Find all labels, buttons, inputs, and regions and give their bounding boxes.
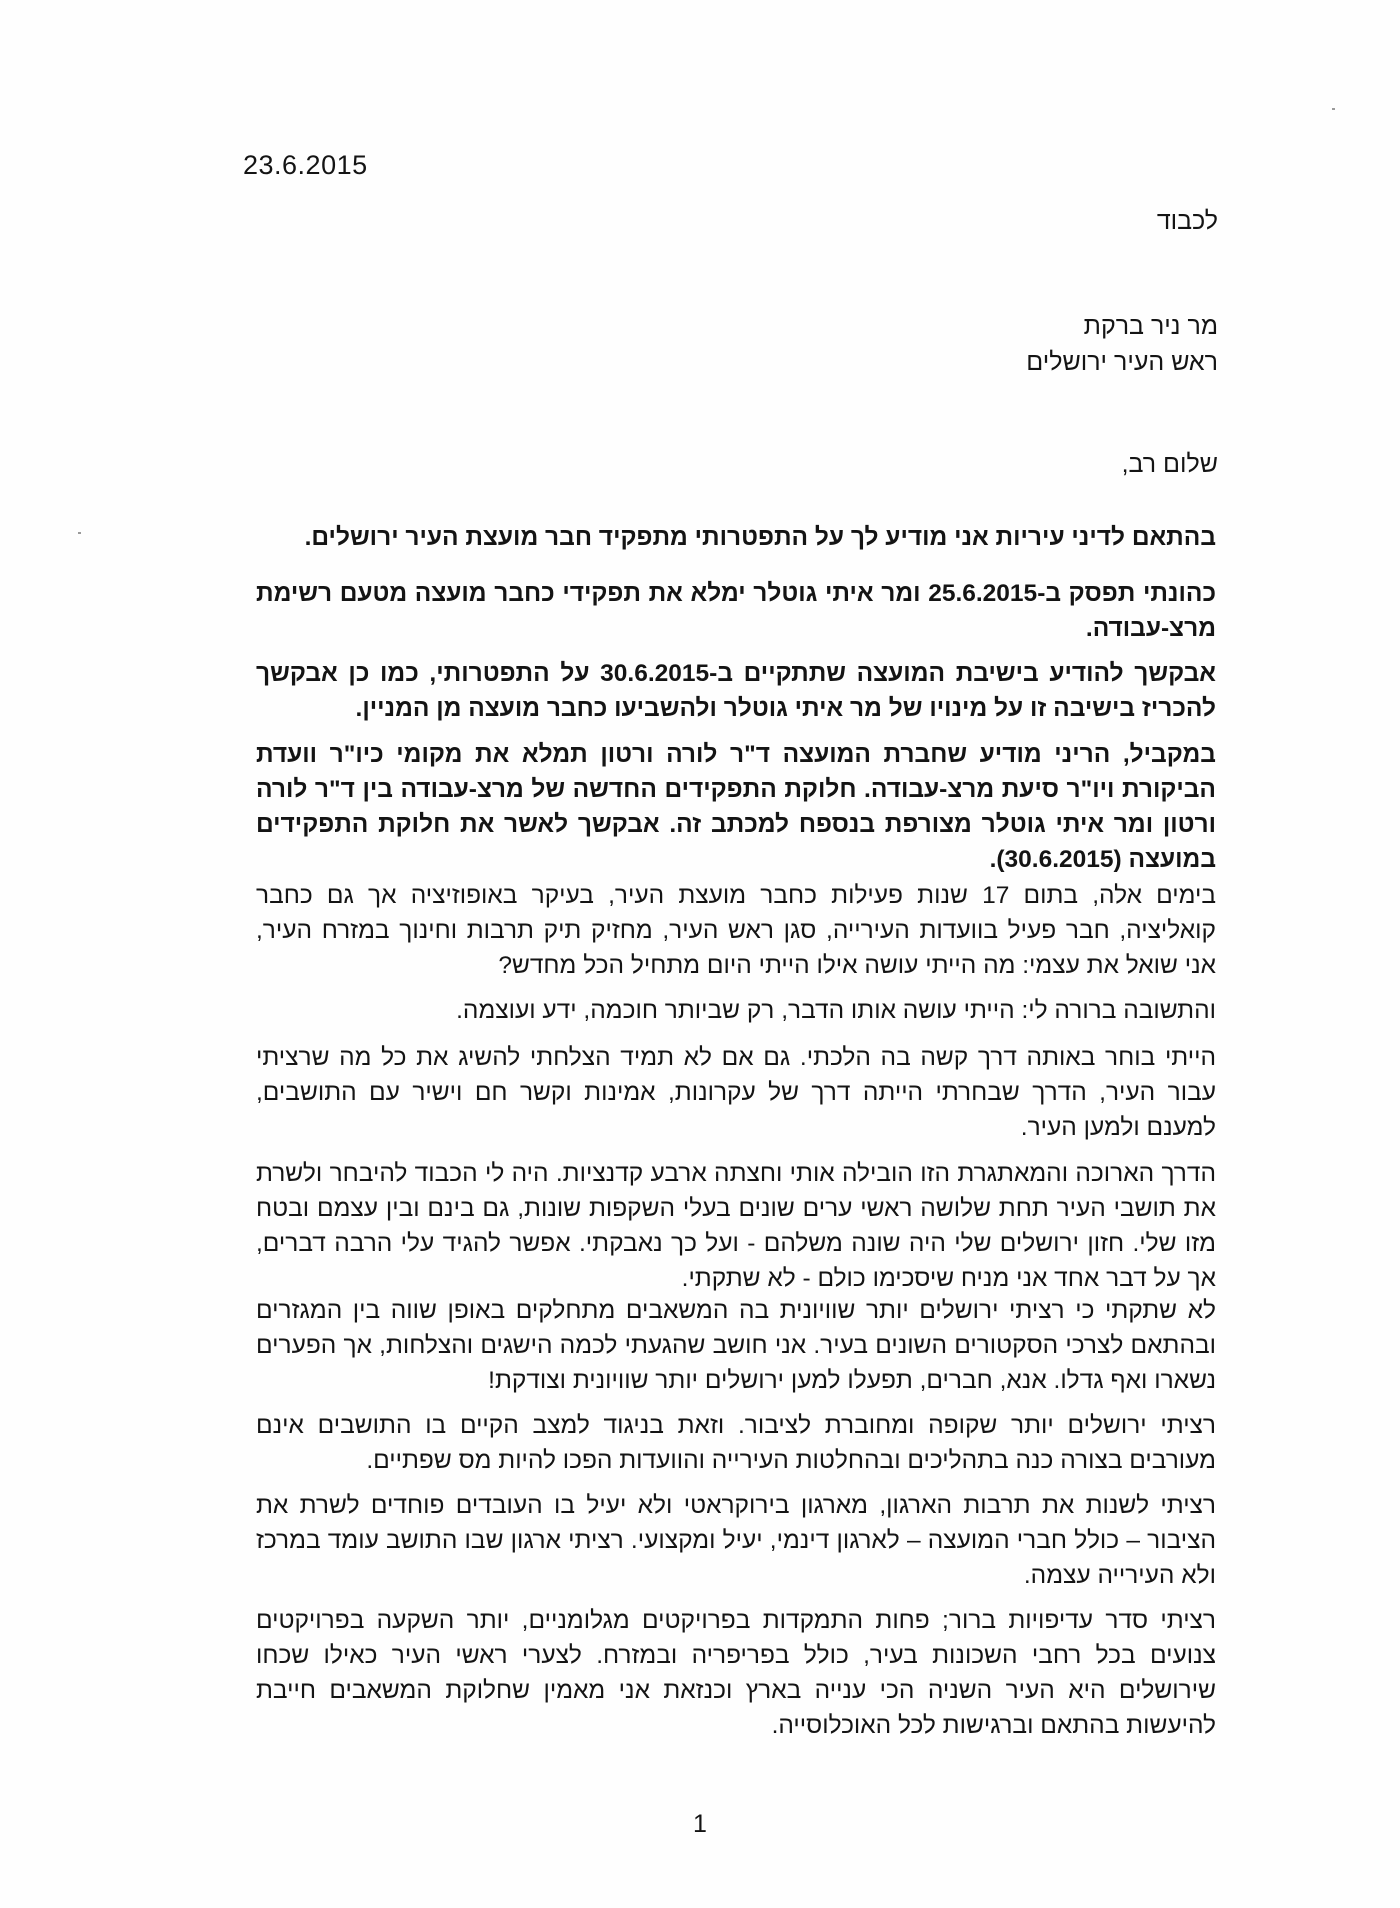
paragraph-priorities: רציתי סדר עדיפויות ברור; פחות התמקדות בפרויקטים מגלומניים, יותר השקעה בפרויקטים צנועים בכל רחבי השכונות בעיר, כולל בפריפריה ובמזרח. לצערי ראשי העיר כאילו שכחו שירושלים היא העיר השניה הכי ענייה בארץ וכנזאת אני מאמין שחלוקת המשאבים חייבת להיעשות בהתאם וברגישות לכל האוכלוסייה. — [256, 1607, 1216, 1739]
paragraph-hard-path: הייתי בוחר באותה דרך קשה בה הלכתי. גם אם לא תמיד הצלחתי להשיג את כל מה שרציתי עבור העיר, הדרך שבחרתי הייתה דרך של עקרונות, אמינות וקשר חם וישיר עם התושבים, למענם ולמען העיר. — [256, 1044, 1216, 1141]
paragraph-organization: רציתי לשנות את תרבות הארגון, מארגון בירוקראטי ולא יעיל בו העובדים פוחדים לשרת את הציבור – כולל חברי המועצה – לארגון דינמי, יעיל ומקצועי. רציתי ארגון שבו התושב עומד במרכז ולא העירייה עצמה. — [256, 1492, 1216, 1589]
paragraph-equality: לא שתקתי כי רציתי ירושלים יותר שוויונית בה המשאבים מתחלקים באופן שווה בין המגזרים ובהתאם לצרכי הסקטורים השונים בעיר. אני חושב שהגעתי לכמה הישגים והצלחות, אך הפערים נשארו ואף גדלו. אנא, חברים, תפעלו למען ירושלים יותר שוויונית וצודקת! — [256, 1297, 1216, 1394]
scan-speck — [1332, 108, 1335, 110]
recipient-name: מר ניר ברקת — [1083, 312, 1218, 340]
scan-speck — [78, 532, 81, 534]
paragraph-roles-division: במקביל, הריני מודיע שחברת המועצה ד"ר לורה ורטון תמלא את מקומי כיו"ר וועדת הביקורת ויו"ר סיעת מרצ-עבודה. חלוקת התפקידים החדשה של מרצ-עבודה בין ד"ר לורה ורטון ומר איתי גוטלר מצורפת בנספח למכתב זה. אבקשך לאשר את חלוקת התפקידים במועצה (30.6.2015). — [256, 741, 1216, 873]
greeting: שלום רב, — [1121, 450, 1218, 478]
recipient-title: ראש העיר ירושלים — [1026, 348, 1218, 376]
page-number: 1 — [693, 1810, 707, 1838]
paragraph-answer: והתשובה ברורה לי: הייתי עושה אותו הדבר, רק שביותר חוכמה, ידע ועוצמה. — [456, 997, 1216, 1024]
paragraph-council-meeting: אבקשך להודיע בישיבת המועצה שתתקיים ב-30.6.2015 על התפטרותי, כמו כן אבקשך להכריז בישיבה זו על מינויו של מר איתי גוטלר ולהשביעו כחבר מועצה מן המניין. — [256, 660, 1217, 722]
paragraph-17-years: בימים אלה, בתום 17 שנות פעילות כחבר מועצת העיר, בעיקר באופוזיציה אך גם כחבר קואליציה, חבר פעיל בוועדות העירייה, סגן ראש העיר, מחזיק תיק תרבות וחינוך במזרח העיר, אני שואל את עצמי: מה הייתי עושה אילו הייתי היום מתחיל הכל מחדש? — [256, 882, 1216, 979]
salutation-to: לכבוד — [1156, 207, 1218, 235]
recipient-block — [1026, 308, 1218, 380]
paragraph-transparency: רציתי ירושלים יותר שקופה ומחוברת לציבור. וזאת בניגוד למצב הקיים בו התושבים אינם מעורבים בצורה כנה בתהליכים ובהחלטות העירייה והוועדות הפכו להיות מס שפתיים. — [256, 1412, 1216, 1474]
letter-date: 23.6.2015 — [243, 150, 368, 180]
paragraph-term-end: כהונתי תפסק ב-25.6.2015 ומר איתי גוטלר ימלא את תפקידי כחבר מועצה מטעם רשימת מרצ-עבודה. — [256, 580, 1217, 642]
paragraph-four-terms: הדרך הארוכה והמאתגרת הזו הובילה אותי וחצתה ארבע קדנציות. היה לי הכבוד להיבחר ולשרת את תושבי העיר תחת שלושה ראשי ערים שונים בעלי השקפות שונות, גם בינם ובין עצמם ובטח מזו שלי. חזון ירושלים שלי היה שונה משלהם - ועל כך נאבקתי. אפשר להגיד עלי הרבה דברים, אך על דבר אחד אני מניח שיסכימו כולם - לא שתקתי. — [256, 1160, 1216, 1292]
paragraph-resignation: בהתאם לדיני עיריות אני מודיע לך על התפטרותי מתפקיד חבר מועצת העיר ירושלים. — [304, 524, 1216, 551]
